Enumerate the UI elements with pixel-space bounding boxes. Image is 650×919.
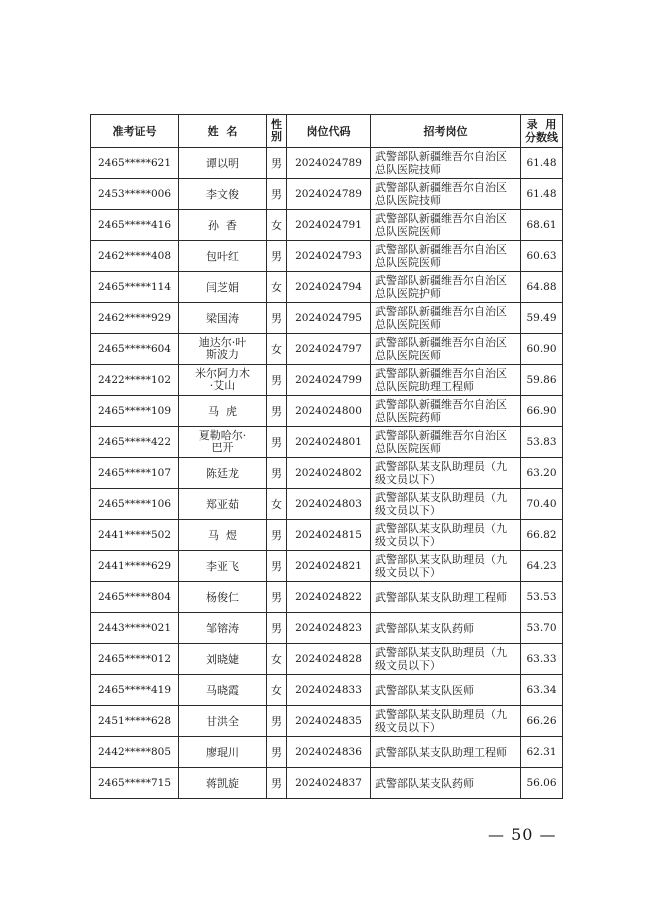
cell-post-title: 武警部队某支队药师	[371, 768, 521, 799]
cell-gender: 女	[267, 644, 287, 675]
cell-post-code: 2024024799	[287, 365, 371, 396]
cell-post-code: 2024024815	[287, 520, 371, 551]
cell-score: 53.83	[521, 427, 563, 458]
header-code: 岗位代码	[287, 115, 371, 148]
cell-name: 马 虎	[179, 396, 267, 427]
cell-post-title: 武警部队新疆维吾尔自治区总队医院医师	[371, 241, 521, 272]
cell-score: 62.31	[521, 737, 563, 768]
cell-name: 马 煜	[179, 520, 267, 551]
cell-exam-id: 2465*****715	[91, 768, 179, 799]
cell-gender: 男	[267, 458, 287, 489]
cell-score: 70.40	[521, 489, 563, 520]
cell-post-title: 武警部队某支队医师	[371, 675, 521, 706]
table-row	[91, 179, 563, 210]
header-post: 招考岗位	[371, 115, 521, 148]
header-gender	[267, 115, 287, 148]
cell-gender: 男	[267, 427, 287, 458]
cell-name: 邹镕涛	[179, 613, 267, 644]
cell-score: 66.90	[521, 396, 563, 427]
cell-name-text: 夏勒哈尔·巴开	[198, 429, 247, 454]
table-row	[91, 458, 563, 489]
header-gender-label: 性别	[271, 118, 282, 143]
cell-gender: 男	[267, 551, 287, 582]
admission-results-table	[90, 114, 563, 799]
cell-post-title: 武警部队某支队药师	[371, 613, 521, 644]
cell-score: 56.06	[521, 768, 563, 799]
cell-post-title: 武警部队新疆维吾尔自治区总队医院医师	[371, 334, 521, 365]
cell-post-title: 武警部队新疆维吾尔自治区总队医院护师	[371, 272, 521, 303]
cell-post-code: 2024024837	[287, 768, 371, 799]
cell-gender: 男	[267, 148, 287, 179]
cell-score: 61.48	[521, 148, 563, 179]
cell-post-title: 武警部队新疆维吾尔自治区总队医院医师	[371, 427, 521, 458]
cell-name: 陈廷龙	[179, 458, 267, 489]
cell-exam-id: 2465*****012	[91, 644, 179, 675]
cell-exam-id: 2453*****006	[91, 179, 179, 210]
cell-gender: 女	[267, 210, 287, 241]
cell-exam-id: 2462*****408	[91, 241, 179, 272]
cell-score: 60.63	[521, 241, 563, 272]
cell-gender: 男	[267, 179, 287, 210]
cell-score: 64.23	[521, 551, 563, 582]
table-row	[91, 334, 563, 365]
cell-gender: 女	[267, 489, 287, 520]
table-row	[91, 613, 563, 644]
table-row	[91, 148, 563, 179]
cell-name-text: 迪达尔·叶斯波力	[198, 336, 247, 361]
header-score	[521, 115, 563, 148]
cell-gender: 男	[267, 768, 287, 799]
page-number: — 50 —	[488, 825, 557, 844]
cell-score: 66.82	[521, 520, 563, 551]
table-row	[91, 365, 563, 396]
cell-name	[179, 427, 267, 458]
header-score-line2: 分数线	[525, 131, 558, 144]
cell-name-text: 米尔阿力木·艾山	[195, 367, 250, 392]
cell-name: 杨俊仁	[179, 582, 267, 613]
cell-exam-id: 2442*****805	[91, 737, 179, 768]
cell-gender: 男	[267, 520, 287, 551]
cell-gender: 男	[267, 241, 287, 272]
cell-post-code: 2024024795	[287, 303, 371, 334]
cell-post-code: 2024024793	[287, 241, 371, 272]
table-row	[91, 582, 563, 613]
cell-score: 61.48	[521, 179, 563, 210]
cell-gender: 男	[267, 396, 287, 427]
cell-exam-id: 2465*****416	[91, 210, 179, 241]
cell-exam-id: 2465*****114	[91, 272, 179, 303]
header-name: 姓 名	[179, 115, 267, 148]
cell-score: 53.70	[521, 613, 563, 644]
table-row	[91, 303, 563, 334]
cell-name	[179, 365, 267, 396]
cell-exam-id: 2465*****106	[91, 489, 179, 520]
cell-name: 梁国涛	[179, 303, 267, 334]
cell-gender: 男	[267, 365, 287, 396]
cell-post-title: 武警部队新疆维吾尔自治区总队医院技师	[371, 179, 521, 210]
cell-name	[179, 334, 267, 365]
cell-name: 闫芝娟	[179, 272, 267, 303]
cell-score: 63.34	[521, 675, 563, 706]
cell-exam-id: 2451*****628	[91, 706, 179, 737]
table-row	[91, 272, 563, 303]
table-row	[91, 551, 563, 582]
cell-post-code: 2024024789	[287, 179, 371, 210]
cell-name: 马晓霞	[179, 675, 267, 706]
cell-gender: 男	[267, 737, 287, 768]
cell-exam-id: 2441*****629	[91, 551, 179, 582]
cell-post-code: 2024024835	[287, 706, 371, 737]
cell-post-code: 2024024822	[287, 582, 371, 613]
table-row	[91, 396, 563, 427]
cell-exam-id: 2465*****621	[91, 148, 179, 179]
table-row	[91, 675, 563, 706]
table-row	[91, 644, 563, 675]
cell-name: 孙 香	[179, 210, 267, 241]
cell-post-title: 武警部队某支队助理员（九级文员以下）	[371, 644, 521, 675]
cell-post-title: 武警部队某支队助理员（九级文员以下）	[371, 520, 521, 551]
cell-name: 廖琨川	[179, 737, 267, 768]
cell-gender: 女	[267, 675, 287, 706]
cell-exam-id: 2465*****109	[91, 396, 179, 427]
cell-post-title: 武警部队某支队助理员（九级文员以下）	[371, 706, 521, 737]
cell-post-title: 武警部队新疆维吾尔自治区总队医院技师	[371, 148, 521, 179]
cell-post-code: 2024024797	[287, 334, 371, 365]
cell-gender: 女	[267, 272, 287, 303]
cell-gender: 男	[267, 582, 287, 613]
cell-gender: 男	[267, 613, 287, 644]
cell-post-code: 2024024833	[287, 675, 371, 706]
cell-name: 刘晓婕	[179, 644, 267, 675]
cell-post-code: 2024024801	[287, 427, 371, 458]
cell-post-title: 武警部队新疆维吾尔自治区总队医院医师	[371, 303, 521, 334]
cell-post-title: 武警部队某支队助理员（九级文员以下）	[371, 458, 521, 489]
cell-name: 甘洪全	[179, 706, 267, 737]
cell-post-code: 2024024794	[287, 272, 371, 303]
table-row	[91, 489, 563, 520]
cell-post-title: 武警部队某支队助理工程师	[371, 737, 521, 768]
cell-post-code: 2024024800	[287, 396, 371, 427]
cell-name: 包叶红	[179, 241, 267, 272]
cell-score: 53.53	[521, 582, 563, 613]
table-row	[91, 241, 563, 272]
cell-exam-id: 2465*****804	[91, 582, 179, 613]
cell-exam-id: 2465*****604	[91, 334, 179, 365]
cell-post-code: 2024024821	[287, 551, 371, 582]
cell-post-code: 2024024823	[287, 613, 371, 644]
cell-exam-id: 2441*****502	[91, 520, 179, 551]
cell-post-code: 2024024791	[287, 210, 371, 241]
cell-exam-id: 2465*****419	[91, 675, 179, 706]
cell-post-title: 武警部队新疆维吾尔自治区总队医院药师	[371, 396, 521, 427]
cell-exam-id: 2465*****422	[91, 427, 179, 458]
table-row	[91, 520, 563, 551]
cell-exam-id: 2422*****102	[91, 365, 179, 396]
table-body	[91, 148, 563, 799]
cell-score: 63.33	[521, 644, 563, 675]
header-id: 准考证号	[91, 115, 179, 148]
cell-post-code: 2024024802	[287, 458, 371, 489]
cell-score: 59.86	[521, 365, 563, 396]
cell-score: 64.88	[521, 272, 563, 303]
table-row	[91, 427, 563, 458]
cell-post-title: 武警部队新疆维吾尔自治区总队医院医师	[371, 210, 521, 241]
cell-exam-id: 2443*****021	[91, 613, 179, 644]
table-row	[91, 210, 563, 241]
cell-post-title: 武警部队某支队助理员（九级文员以下）	[371, 489, 521, 520]
cell-gender: 男	[267, 706, 287, 737]
cell-post-title: 武警部队某支队助理工程师	[371, 582, 521, 613]
cell-name: 蒋凯旋	[179, 768, 267, 799]
cell-name: 李文俊	[179, 179, 267, 210]
cell-exam-id: 2462*****929	[91, 303, 179, 334]
table-row	[91, 768, 563, 799]
cell-name: 李亚飞	[179, 551, 267, 582]
cell-post-title: 武警部队新疆维吾尔自治区总队医院助理工程师	[371, 365, 521, 396]
table-row	[91, 706, 563, 737]
cell-gender: 男	[267, 303, 287, 334]
cell-score: 68.61	[521, 210, 563, 241]
cell-post-code: 2024024803	[287, 489, 371, 520]
table-row	[91, 737, 563, 768]
cell-score: 63.20	[521, 458, 563, 489]
table-header	[91, 115, 563, 148]
cell-gender: 女	[267, 334, 287, 365]
cell-score: 66.26	[521, 706, 563, 737]
cell-name: 郑亚茹	[179, 489, 267, 520]
cell-exam-id: 2465*****107	[91, 458, 179, 489]
cell-score: 60.90	[521, 334, 563, 365]
cell-post-code: 2024024789	[287, 148, 371, 179]
header-score-line1: 录 用	[526, 118, 557, 131]
header-row	[91, 115, 563, 148]
cell-post-code: 2024024836	[287, 737, 371, 768]
cell-score: 59.49	[521, 303, 563, 334]
cell-post-title: 武警部队某支队助理员（九级文员以下）	[371, 551, 521, 582]
cell-name: 谭以明	[179, 148, 267, 179]
cell-post-code: 2024024828	[287, 644, 371, 675]
